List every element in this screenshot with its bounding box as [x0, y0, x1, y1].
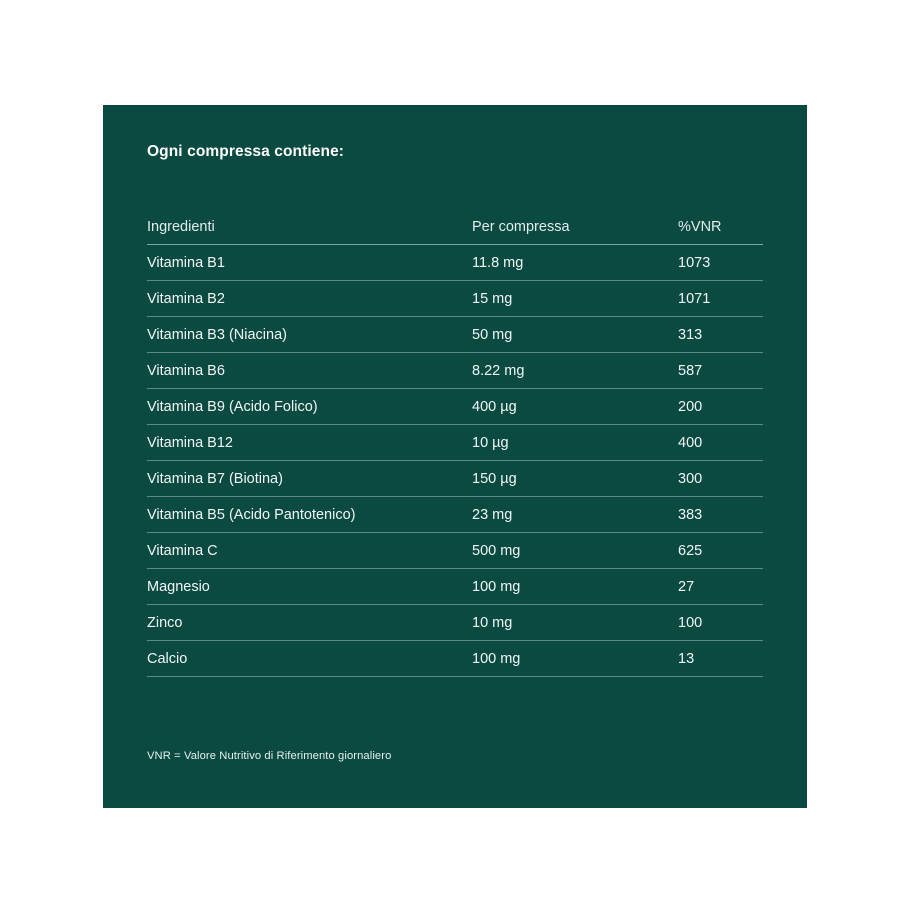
cell-nrv: 625: [678, 533, 763, 569]
cell-amount: 23 mg: [472, 497, 678, 533]
cell-amount: 15 mg: [472, 281, 678, 317]
cell-ingredient: Vitamina B2: [147, 281, 472, 317]
cell-ingredient: Vitamina B6: [147, 353, 472, 389]
table-row: [147, 353, 763, 389]
table-row: [147, 641, 763, 677]
cell-amount: 10 µg: [472, 425, 678, 461]
cell-nrv: 383: [678, 497, 763, 533]
cell-nrv: 100: [678, 605, 763, 641]
table-header-row: [147, 219, 763, 245]
cell-nrv: 313: [678, 317, 763, 353]
cell-nrv: 200: [678, 389, 763, 425]
table-row: [147, 497, 763, 533]
table-row: [147, 317, 763, 353]
table-row: [147, 281, 763, 317]
footnote: VNR = Valore Nutritivo di Riferimento giornaliero: [147, 750, 392, 762]
cell-amount: 100 mg: [472, 569, 678, 605]
cell-ingredient: Calcio: [147, 641, 472, 677]
table-row: [147, 533, 763, 569]
cell-amount: 8.22 mg: [472, 353, 678, 389]
table-row: [147, 389, 763, 425]
cell-ingredient: Vitamina B5 (Acido Pantotenico): [147, 497, 472, 533]
cell-amount: 11.8 mg: [472, 245, 678, 281]
cell-nrv: 1073: [678, 245, 763, 281]
cell-amount: 100 mg: [472, 641, 678, 677]
page-title: Ogni compressa contiene:: [147, 143, 345, 160]
cell-ingredient: Vitamina B9 (Acido Folico): [147, 389, 472, 425]
table-row: [147, 461, 763, 497]
column-header-ingredient: Ingredienti: [147, 219, 472, 245]
cell-ingredient: Vitamina B7 (Biotina): [147, 461, 472, 497]
cell-ingredient: Vitamina B12: [147, 425, 472, 461]
cell-amount: 10 mg: [472, 605, 678, 641]
cell-nrv: 13: [678, 641, 763, 677]
table-row: [147, 569, 763, 605]
cell-ingredient: Zinco: [147, 605, 472, 641]
cell-nrv: 27: [678, 569, 763, 605]
column-header-nrv: %VNR: [678, 219, 763, 245]
cell-nrv: 300: [678, 461, 763, 497]
table-row: [147, 425, 763, 461]
column-header-amount: Per compressa: [472, 219, 678, 245]
cell-ingredient: Vitamina B1: [147, 245, 472, 281]
cell-amount: 50 mg: [472, 317, 678, 353]
cell-ingredient: Vitamina B3 (Niacina): [147, 317, 472, 353]
cell-amount: 500 mg: [472, 533, 678, 569]
cell-amount: 150 µg: [472, 461, 678, 497]
supplement-facts-panel: [103, 105, 807, 808]
cell-nrv: 1071: [678, 281, 763, 317]
cell-nrv: 587: [678, 353, 763, 389]
cell-ingredient: Vitamina C: [147, 533, 472, 569]
table-body: [147, 245, 763, 677]
nutrition-table: [147, 219, 763, 677]
cell-ingredient: Magnesio: [147, 569, 472, 605]
cell-nrv: 400: [678, 425, 763, 461]
table-header: [147, 219, 763, 245]
table-row: [147, 605, 763, 641]
table-row: [147, 245, 763, 281]
cell-amount: 400 µg: [472, 389, 678, 425]
